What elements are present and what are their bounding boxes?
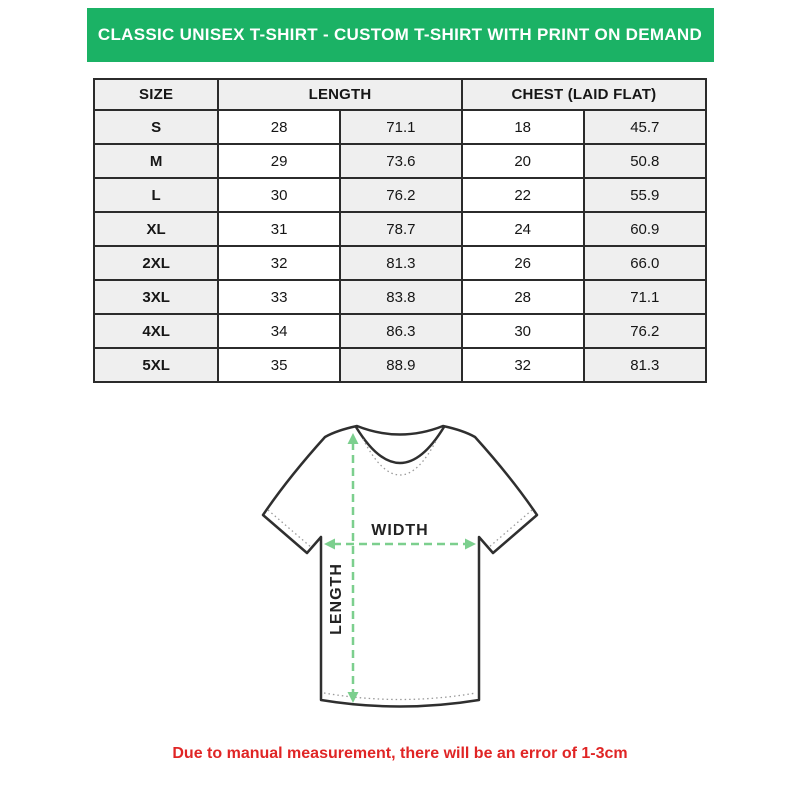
measurement-disclaimer: Due to manual measurement, there will be an error of 1-3cm <box>172 745 628 762</box>
length-in-cell: 33 <box>218 280 340 314</box>
size-cell: L <box>94 178 218 212</box>
tshirt-outline <box>263 426 537 707</box>
chest-cm-cell: 50.8 <box>584 144 706 178</box>
chest-in-cell: 24 <box>462 212 584 246</box>
chest-in-cell: 28 <box>462 280 584 314</box>
length-cm-cell: 83.8 <box>340 280 462 314</box>
chest-in-cell: 20 <box>462 144 584 178</box>
length-in-cell: 35 <box>218 348 340 382</box>
table-row <box>94 314 706 348</box>
chest-cm-cell: 66.0 <box>584 246 706 280</box>
length-cm-cell: 73.6 <box>340 144 462 178</box>
size-column-header: SIZE <box>94 79 218 110</box>
length-column-header: LENGTH <box>218 79 462 110</box>
header-row <box>94 79 706 110</box>
length-in-cell: 31 <box>218 212 340 246</box>
length-in-cell: 28 <box>218 110 340 144</box>
chest-in-cell: 30 <box>462 314 584 348</box>
table-row <box>94 178 706 212</box>
size-cell: M <box>94 144 218 178</box>
length-cm-cell: 86.3 <box>340 314 462 348</box>
banner <box>87 8 714 62</box>
length-in-cell: 29 <box>218 144 340 178</box>
length-in-cell: 32 <box>218 246 340 280</box>
chest-cm-cell: 76.2 <box>584 314 706 348</box>
tshirt-diagram <box>250 416 550 741</box>
size-cell: 5XL <box>94 348 218 382</box>
length-cm-cell: 71.1 <box>340 110 462 144</box>
table-row <box>94 212 706 246</box>
size-chart-table <box>93 78 707 383</box>
table-row <box>94 110 706 144</box>
tshirt-svg <box>250 416 550 736</box>
size-cell: 3XL <box>94 280 218 314</box>
chest-cm-cell: 60.9 <box>584 212 706 246</box>
table-row <box>94 246 706 280</box>
size-cell: XL <box>94 212 218 246</box>
table-row <box>94 144 706 178</box>
chest-in-cell: 26 <box>462 246 584 280</box>
chest-in-cell: 18 <box>462 110 584 144</box>
size-cell: 2XL <box>94 246 218 280</box>
page-title: CLASSIC UNISEX T-SHIRT - CUSTOM T-SHIRT WITH PRINT ON DEMAND <box>97 25 703 44</box>
chest-column-header: CHEST (LAID FLAT) <box>462 79 706 110</box>
size-cell: 4XL <box>94 314 218 348</box>
length-cm-cell: 76.2 <box>340 178 462 212</box>
chest-cm-cell: 81.3 <box>584 348 706 382</box>
length-in-cell: 34 <box>218 314 340 348</box>
length-cm-cell: 78.7 <box>340 212 462 246</box>
length-label: LENGTH <box>328 563 345 635</box>
chest-cm-cell: 71.1 <box>584 280 706 314</box>
length-cm-cell: 81.3 <box>340 246 462 280</box>
table-row <box>94 280 706 314</box>
width-label: WIDTH <box>371 522 429 539</box>
size-cell: S <box>94 110 218 144</box>
length-cm-cell: 88.9 <box>340 348 462 382</box>
chest-in-cell: 32 <box>462 348 584 382</box>
table-row <box>94 348 706 382</box>
chest-in-cell: 22 <box>462 178 584 212</box>
length-in-cell: 30 <box>218 178 340 212</box>
chest-cm-cell: 45.7 <box>584 110 706 144</box>
chest-cm-cell: 55.9 <box>584 178 706 212</box>
